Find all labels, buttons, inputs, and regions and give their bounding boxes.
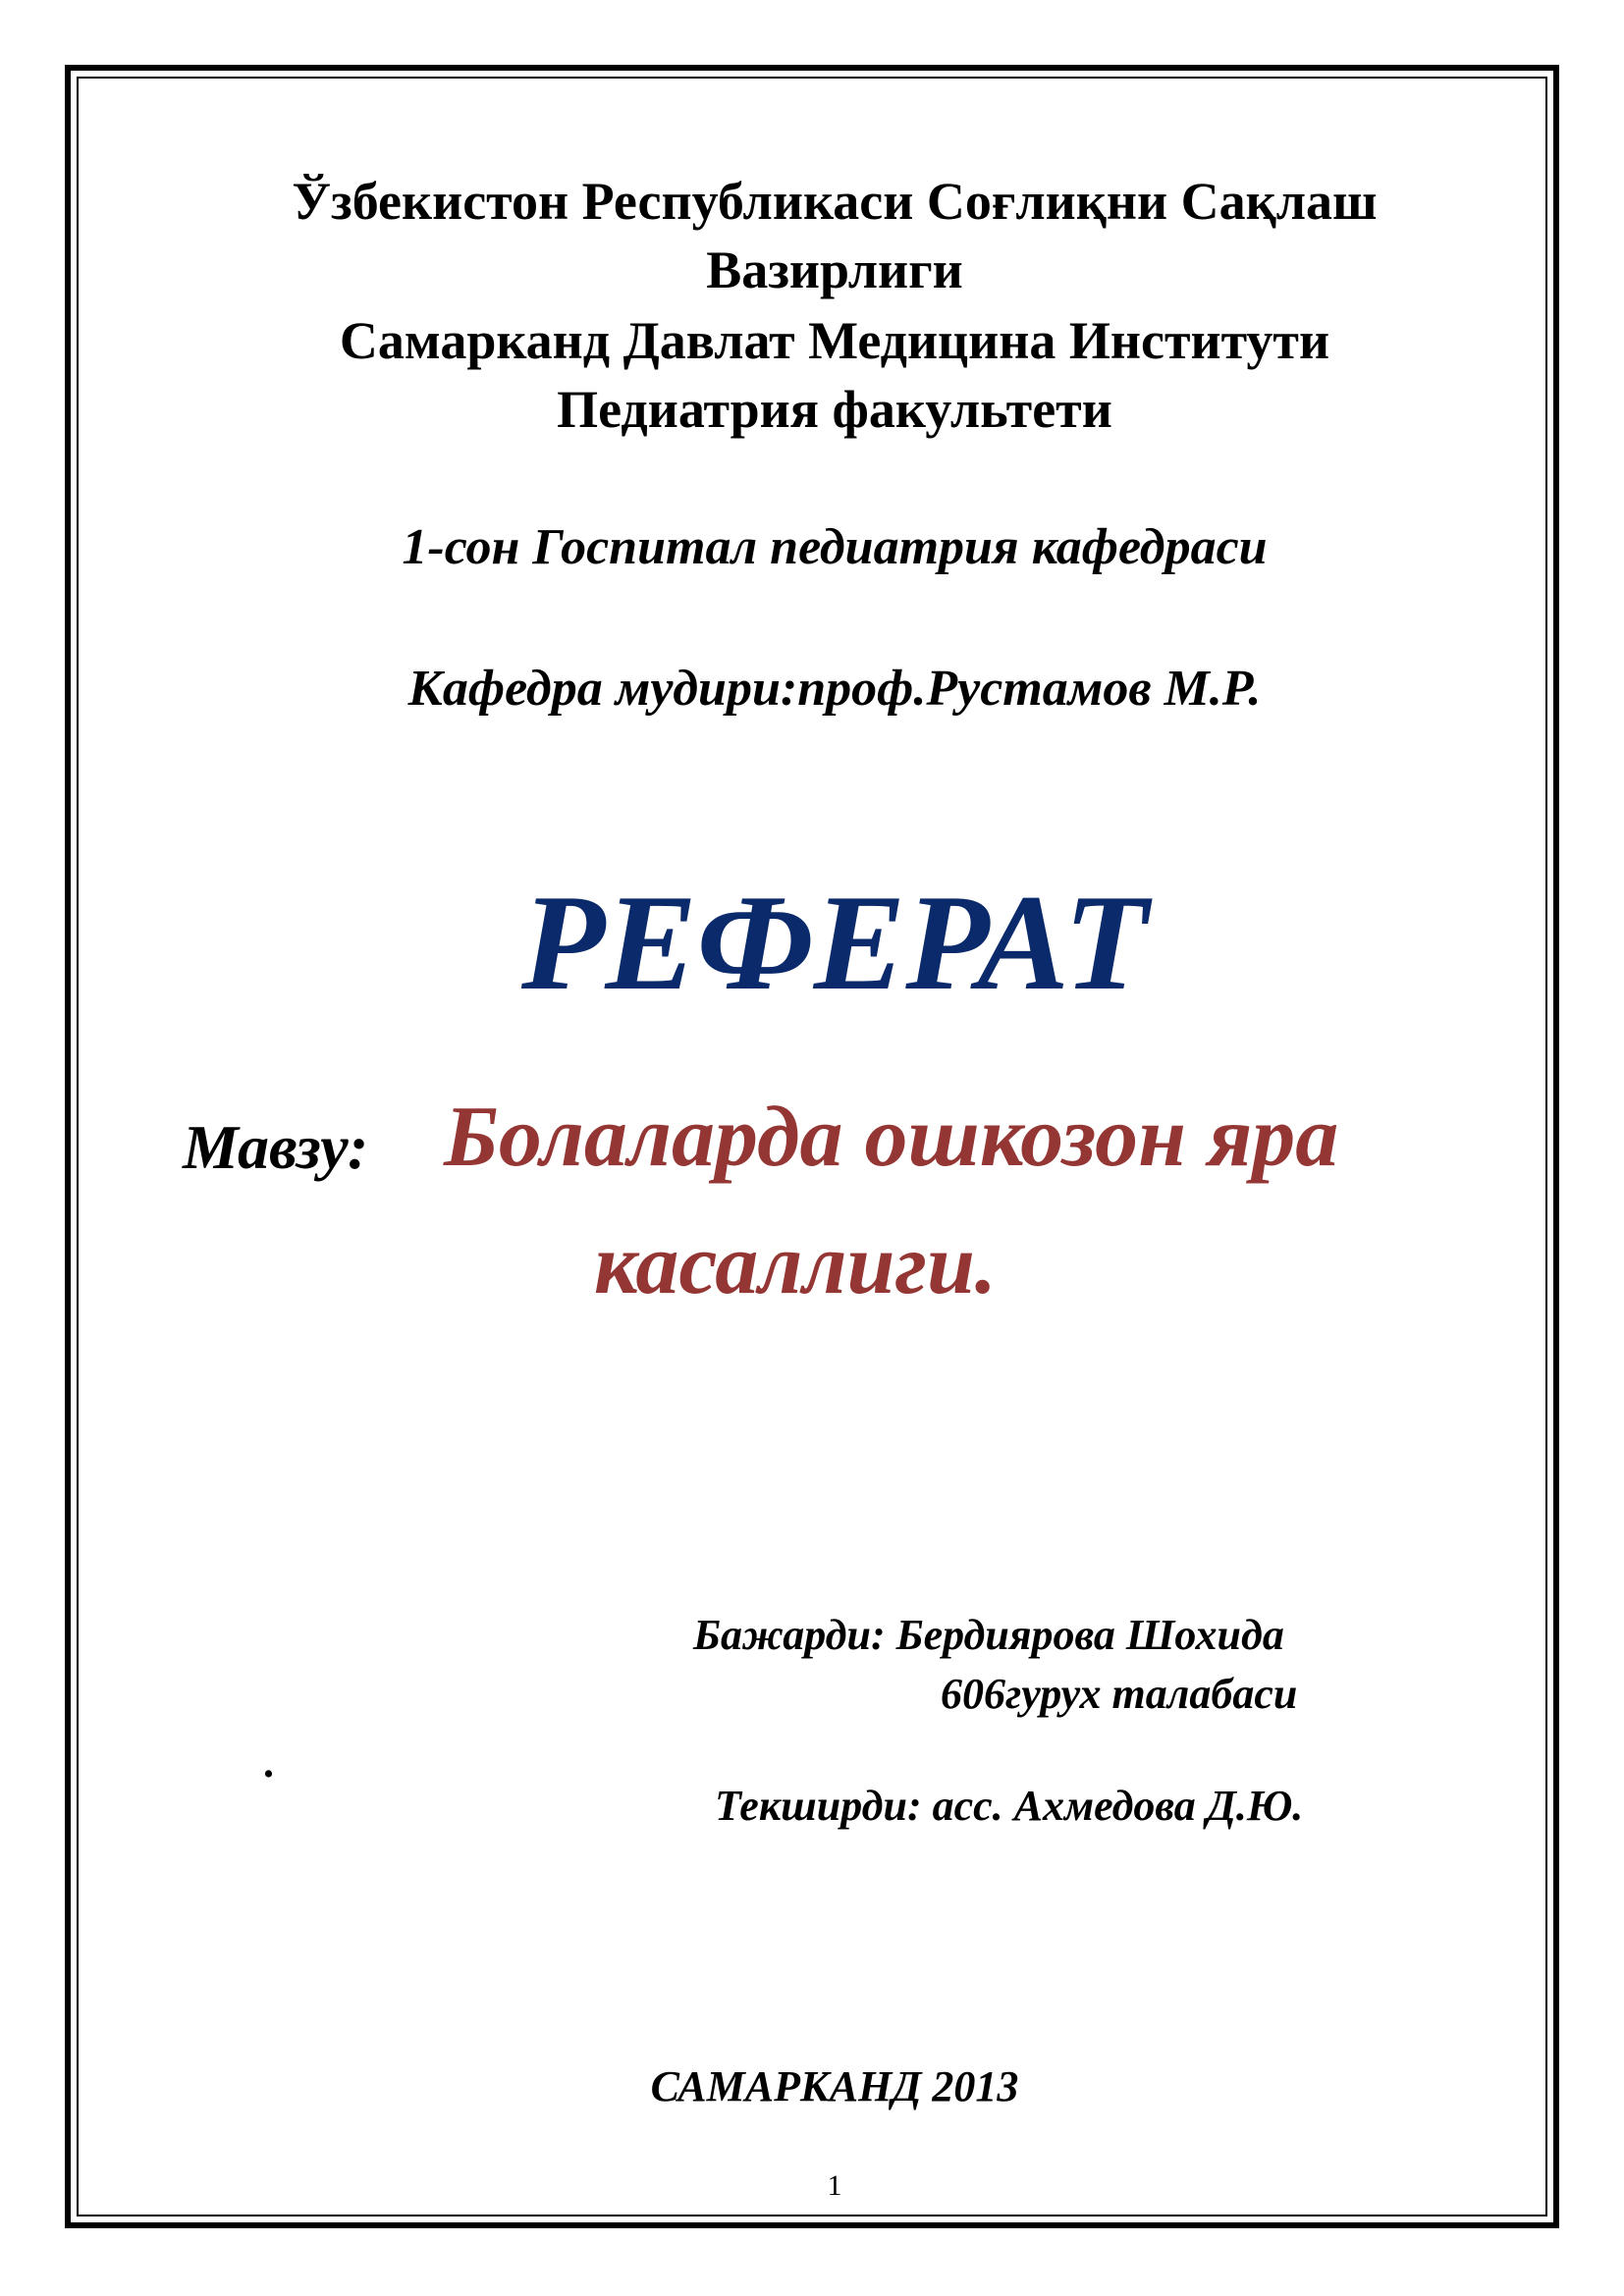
performed-by: Бажарди: Бердиярова Шохида — [693, 1611, 1284, 1659]
ministry-line-1: Ўзбекистон Республикаси Соғлиқни Сақлаш — [292, 172, 1378, 231]
institute-name: Самарканд Давлат Медицина Институти — [339, 311, 1330, 370]
city-year: САМАРКАНД 2013 — [650, 2062, 1019, 2110]
student-group: 606гурух талабаси — [941, 1670, 1298, 1718]
topic-line-2: касаллиги. — [594, 1217, 997, 1312]
faculty-name: Педиатрия факультети — [557, 380, 1112, 439]
department-head: Кафедра мудири:проф.Рустамов М.Р. — [407, 661, 1262, 717]
topic-line-1: Болаларда ошкозон яра — [444, 1090, 1339, 1185]
department-name: 1-сон Госпитал педиатрия кафедраси — [402, 519, 1268, 575]
checked-by: Текширди: асс. Ахмедова Д.Ю. — [715, 1782, 1304, 1830]
page-number: 1 — [827, 2169, 842, 2202]
topic-label: Мавзу: — [183, 1112, 369, 1182]
ministry-line-2: Вазирлиги — [706, 240, 963, 299]
document-title: РЕФЕРАТ — [520, 867, 1149, 1019]
stray-dot: . — [263, 1738, 274, 1787]
